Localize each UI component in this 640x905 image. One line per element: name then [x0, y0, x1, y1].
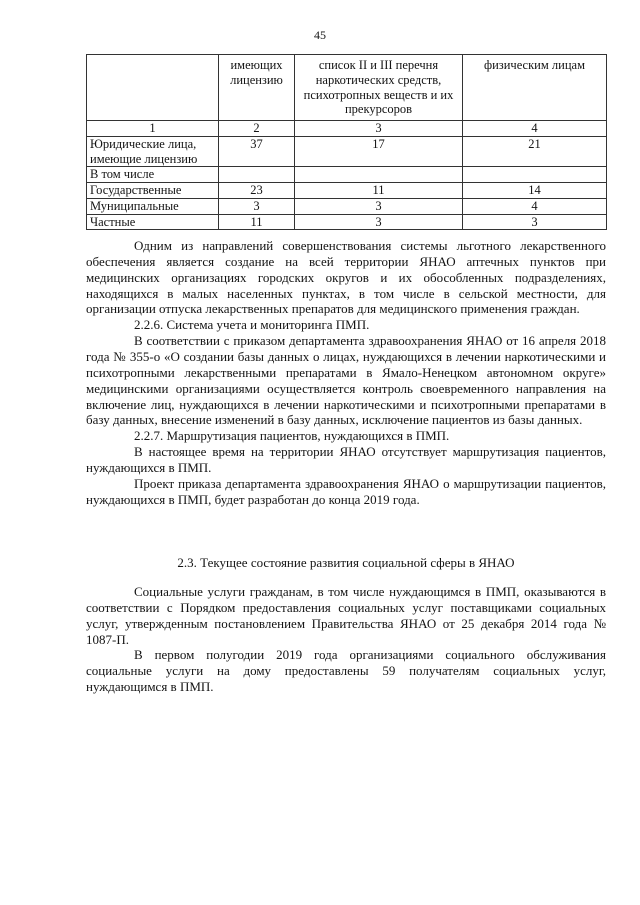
header-cell: список II и III перечня наркотических средств, психотропных веществ и их прекурсоров: [295, 55, 463, 121]
body-text-block: [86, 238, 606, 508]
numbering-cell: 3: [295, 121, 463, 137]
row-label: Государственные: [87, 183, 219, 199]
cell-value: 3: [219, 198, 295, 214]
paragraph: В настоящее время на территории ЯНАО отсутствует маршрутизация пациентов, нуждающихся в ПМП.: [86, 444, 606, 476]
table-row: [87, 214, 607, 230]
table-row: [87, 136, 607, 167]
subsection-heading: 2.2.6. Система учета и мониторинга ПМП.: [134, 317, 370, 333]
cell-value: [219, 167, 295, 183]
paragraph: Одним из направлений совершенствования системы льготного лекарственного обеспечения является создание на всей территории ЯНАО аптечных пунктов при медицинских организациях городских округов и их обособленных подразделениях, находящихся в малых населенных пунктах, в том числе в сельской местности, для организации отпуска лекарственных препаратов для медицинского применения граждан.: [86, 238, 606, 317]
paragraph: В соответствии с приказом департамента здравоохранения ЯНАО от 16 апреля 2018 года № 355-о «О создании базы данных о лицах, нуждающихся в лечении наркотическими и психотропными лекарственными препаратами в Ямало-Ненецком автономном округе» медицинскими организациями осуществляется контроль своевременного направления на включение лиц, нуждающихся в лечении наркотическими и психотропными препаратами в базу данных, внесение изменений в базу данных, исключение пациентов из базы данных.: [86, 333, 606, 428]
header-cell: физическим лицам: [463, 55, 607, 121]
paragraph: Проект приказа департамента здравоохранения ЯНАО о маршрутизации пациентов, нуждающихся в ПМП, будет разработан до конца 2019 года.: [86, 475, 606, 507]
table-header-row: [87, 55, 607, 121]
table-numbering-row: [87, 121, 607, 137]
paragraph: Социальные услуги гражданам, в том числе нуждающимся в ПМП, оказываются в соответствии с Порядком предоставления социальных услуг поставщиками социальных услуг, утвержденным постановлением Правительства ЯНАО от 25 декабря 2014 года № 1087-П.: [86, 584, 606, 647]
page-number: 45: [314, 28, 326, 42]
row-label: Частные: [87, 214, 219, 230]
row-label: Юридические лица, имеющие лицензию: [87, 136, 219, 167]
section-heading: 2.3. Текущее состояние развития социальной сферы в ЯНАО: [177, 555, 515, 570]
cell-value: 3: [295, 214, 463, 230]
cell-value: 3: [463, 214, 607, 230]
cell-value: [463, 167, 607, 183]
cell-value: 21: [463, 136, 607, 167]
cell-value: 11: [295, 183, 463, 199]
header-cell: имеющих лицензию: [219, 55, 295, 121]
row-label: В том числе: [87, 167, 219, 183]
cell-value: 4: [463, 198, 607, 214]
table-row: [87, 167, 607, 183]
numbering-cell: 2: [219, 121, 295, 137]
paragraph: В первом полугодии 2019 года организациями социального обслуживания социальные услуги на дому предоставлены 59 получателям социальных услуг, нуждающимся в ПМП.: [86, 647, 606, 695]
body-text-block: [86, 584, 606, 695]
cell-value: [295, 167, 463, 183]
table-row: [87, 198, 607, 214]
subsection-heading: 2.2.7. Маршрутизация пациентов, нуждающихся в ПМП.: [134, 428, 450, 444]
cell-value: 17: [295, 136, 463, 167]
header-cell: [87, 55, 219, 121]
row-label: Муниципальные: [87, 198, 219, 214]
cell-value: 11: [219, 214, 295, 230]
cell-value: 23: [219, 183, 295, 199]
cell-value: 3: [295, 198, 463, 214]
numbering-cell: 4: [463, 121, 607, 137]
statistics-table: [86, 54, 607, 230]
numbering-cell: 1: [87, 121, 219, 137]
table-row: [87, 183, 607, 199]
cell-value: 14: [463, 183, 607, 199]
cell-value: 37: [219, 136, 295, 167]
